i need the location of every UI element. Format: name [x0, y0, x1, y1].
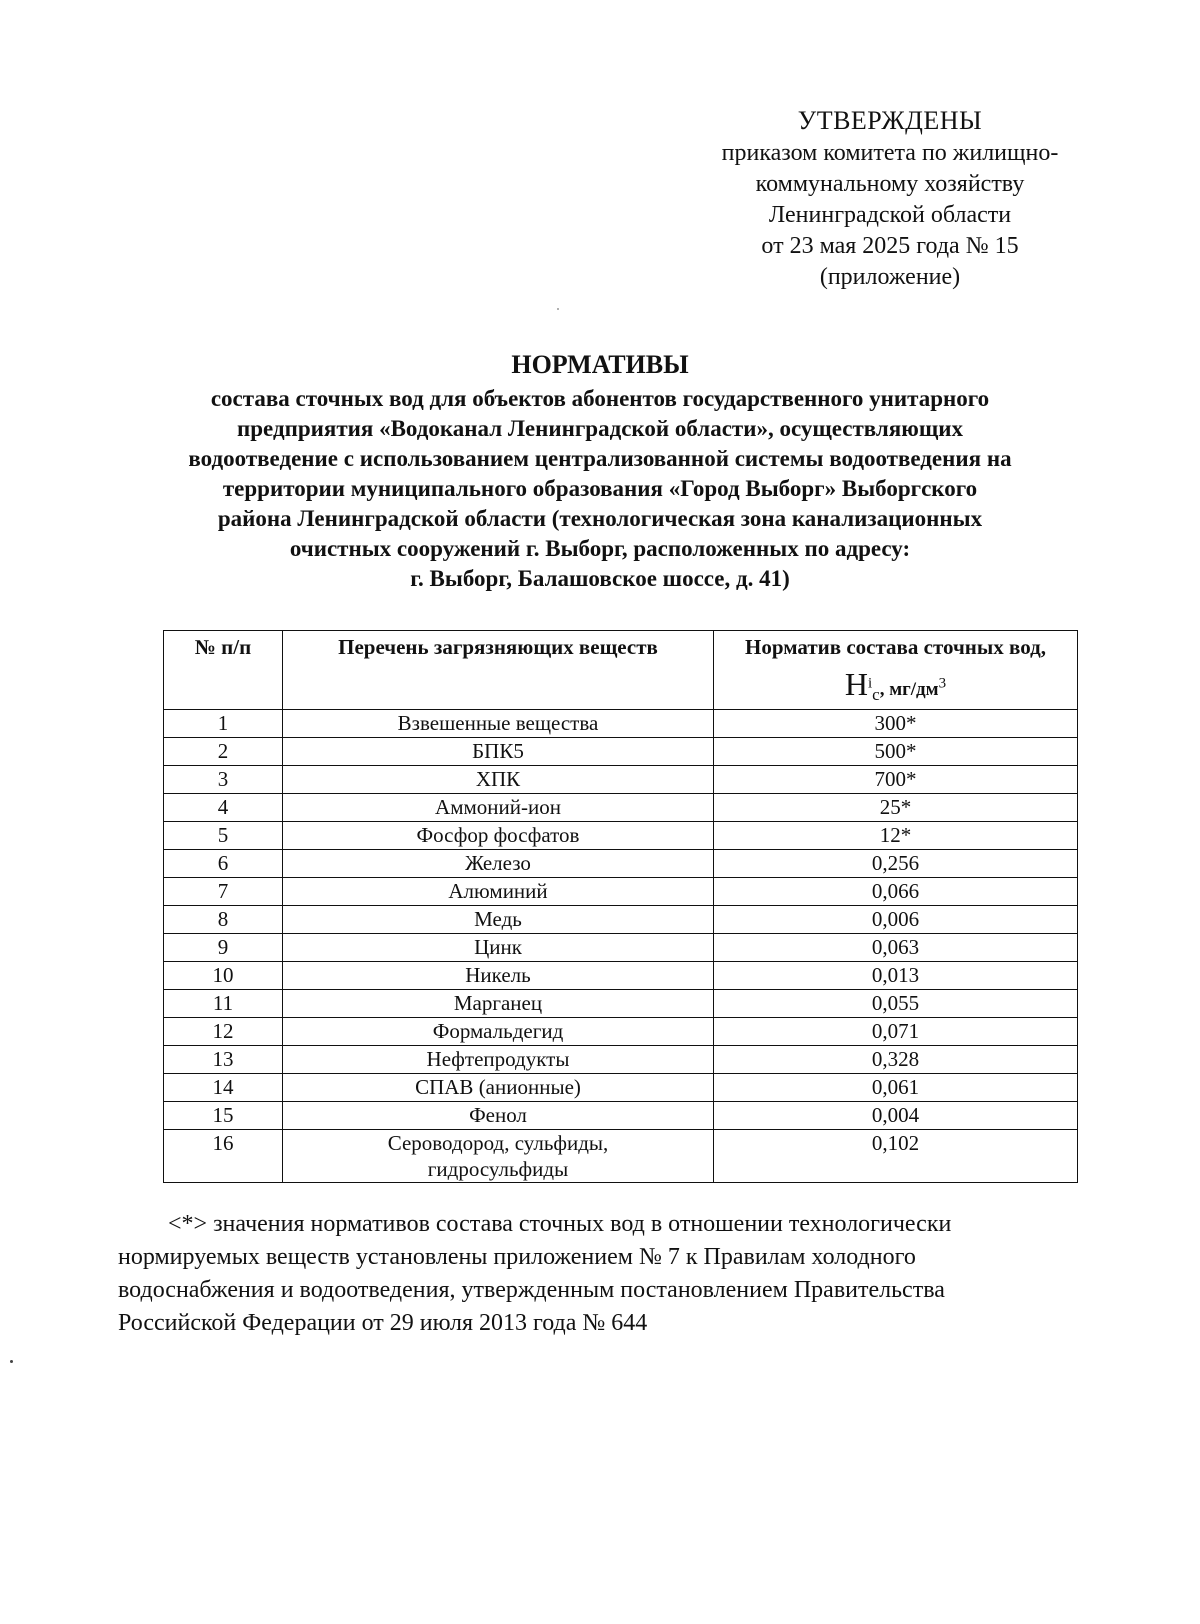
row-substance: Взвешенные вещества: [283, 710, 714, 738]
table-row: [164, 1046, 1078, 1074]
row-substance: Алюминий: [283, 878, 714, 906]
table-row: [164, 710, 1078, 738]
scan-speck: [10, 1360, 13, 1363]
table-row: [164, 1130, 1078, 1183]
row-substance: СПАВ (анионные): [283, 1074, 714, 1102]
table-row: [164, 794, 1078, 822]
row-number: 5: [164, 822, 283, 850]
unit-power: 3: [938, 675, 947, 692]
table-row: [164, 934, 1078, 962]
row-substance: ХПК: [283, 766, 714, 794]
row-substance: Цинк: [283, 934, 714, 962]
approval-line: (приложение): [819, 264, 961, 290]
row-number: 15: [164, 1102, 283, 1130]
table-row: [164, 1018, 1078, 1046]
header-norm-label: Норматив состава сточных вод,: [745, 635, 1046, 659]
footnote-line: Российской Федерации от 29 июля 2013 года № 644: [118, 1310, 648, 1336]
row-number: 4: [164, 794, 283, 822]
table-row: [164, 738, 1078, 766]
document-heading: [100, 350, 1100, 594]
table-row: [164, 766, 1078, 794]
approval-line: коммунальному хозяйству: [755, 171, 1025, 197]
approval-block: [640, 104, 1140, 293]
document-subtitle-line: состава сточных вод для объектов абонентов государственного унитарного: [210, 386, 990, 411]
row-number: 14: [164, 1074, 283, 1102]
header-norm: [714, 631, 1078, 710]
row-number: 7: [164, 878, 283, 906]
row-value: 12*: [714, 822, 1078, 850]
row-value: 700*: [714, 766, 1078, 794]
table-row: [164, 962, 1078, 990]
approval-line: приказом комитета по жилищно-: [721, 140, 1059, 166]
table-row: [164, 906, 1078, 934]
unit-symbol: Н: [844, 666, 868, 702]
row-value: 0,061: [714, 1074, 1078, 1102]
row-number: 6: [164, 850, 283, 878]
row-substance: Нефтепродукты: [283, 1046, 714, 1074]
footnote-line: нормируемых веществ установлены приложением № 7 к Правилам холодного: [118, 1244, 916, 1270]
row-substance: Формальдегид: [283, 1018, 714, 1046]
row-substance: Железо: [283, 850, 714, 878]
approval-line: Ленинградской области: [768, 202, 1012, 228]
row-substance: БПК5: [283, 738, 714, 766]
document-subtitle-line: очистных сооружений г. Выборг, расположенных по адресу:: [289, 536, 911, 561]
approval-title: УТВЕРЖДЕНЫ: [797, 106, 983, 135]
row-number: 2: [164, 738, 283, 766]
row-value: 300*: [714, 710, 1078, 738]
row-substance-line: гидросульфиды: [427, 1157, 569, 1181]
document-subtitle-line: предприятия «Водоканал Ленинградской области», осуществляющих: [237, 416, 963, 441]
row-number: 8: [164, 906, 283, 934]
table-row: [164, 850, 1078, 878]
unit-superscript: i: [867, 675, 873, 692]
header-substance: Перечень загрязняющих веществ: [283, 631, 714, 710]
row-number: 16: [164, 1130, 283, 1183]
row-value: 0,055: [714, 990, 1078, 1018]
row-substance: Аммоний-ион: [283, 794, 714, 822]
row-substance-line: Сероводород, сульфиды,: [387, 1131, 609, 1155]
footnote: [118, 1208, 1108, 1340]
row-number: 9: [164, 934, 283, 962]
table-header-row: [164, 631, 1078, 710]
table-row: [164, 1102, 1078, 1130]
document-subtitle-line: территории муниципального образования «Город Выборг» Выборгского: [222, 476, 978, 501]
document-subtitle-line: водоотведение с использованием централизованной системы водоотведения на: [188, 446, 1012, 471]
row-number: 1: [164, 710, 283, 738]
row-number: 13: [164, 1046, 283, 1074]
row-value: 0,066: [714, 878, 1078, 906]
row-substance: Фенол: [283, 1102, 714, 1130]
norms-table: [163, 630, 1078, 1183]
header-number: № п/п: [164, 631, 283, 710]
row-value: 500*: [714, 738, 1078, 766]
row-substance: Медь: [283, 906, 714, 934]
row-substance: Никель: [283, 962, 714, 990]
row-substance: [283, 1130, 714, 1183]
row-number: 10: [164, 962, 283, 990]
row-value: 0,256: [714, 850, 1078, 878]
row-value: 0,004: [714, 1102, 1078, 1130]
footnote-line: <*> значения нормативов состава сточных вод в отношении технологически: [168, 1211, 952, 1237]
row-value: 0,013: [714, 962, 1078, 990]
approval-line: от 23 мая 2025 года № 15: [761, 233, 1019, 259]
row-number: 11: [164, 990, 283, 1018]
table-row: [164, 1074, 1078, 1102]
row-value: 0,071: [714, 1018, 1078, 1046]
unit-subscript: с: [872, 684, 880, 704]
header-norm-unit: [720, 666, 1071, 705]
document-title: НОРМАТИВЫ: [511, 350, 689, 379]
footnote-line: водоснабжения и водоотведения, утвержденным постановлением Правительства: [118, 1277, 945, 1303]
row-substance: Фосфор фосфатов: [283, 822, 714, 850]
scan-speck: [557, 308, 559, 310]
row-value: 0,006: [714, 906, 1078, 934]
table-row: [164, 990, 1078, 1018]
row-value: 0,328: [714, 1046, 1078, 1074]
unit-text: , мг/дм: [879, 679, 939, 700]
row-substance: Марганец: [283, 990, 714, 1018]
table-row: [164, 822, 1078, 850]
row-number: 12: [164, 1018, 283, 1046]
row-value: 25*: [714, 794, 1078, 822]
table-row: [164, 878, 1078, 906]
document-subtitle-line: г. Выборг, Балашовское шоссе, д. 41): [410, 566, 790, 591]
row-value: 0,102: [714, 1130, 1078, 1183]
row-number: 3: [164, 766, 283, 794]
document-subtitle-line: района Ленинградской области (технологическая зона канализационных: [217, 506, 983, 531]
row-value: 0,063: [714, 934, 1078, 962]
